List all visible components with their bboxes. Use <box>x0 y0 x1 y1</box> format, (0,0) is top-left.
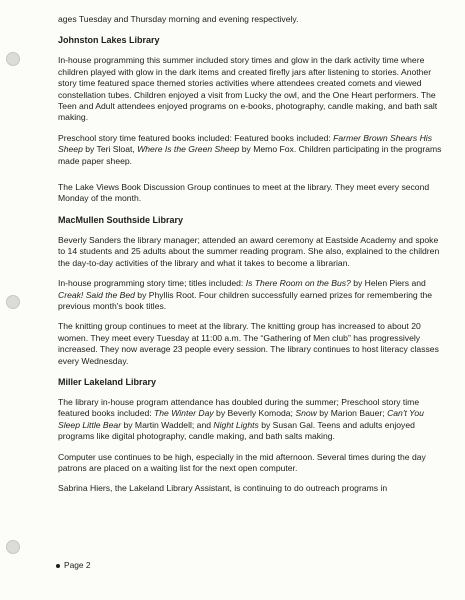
document-body <box>58 14 446 504</box>
heading-miller: Miller Lakeland Library <box>58 376 157 387</box>
bullet-icon <box>56 564 60 568</box>
heading-johnston: Johnston Lakes Library <box>58 35 160 46</box>
intro-text: ages Tuesday and Thursday morning and evening respectively. <box>58 14 299 24</box>
miller-paragraph-1: The library in-house program attendance has doubled during the summer; Preschool story time featured books included: The Winter Day by Beverly Komoda; Snow by Marion Bauer; Can't You Sleep Little Bear by Martin Waddell; and Night Lights by Susan Gal. Teens and adults enjoyed programs like digital photography, candle making, and bath salts making. <box>58 396 424 442</box>
macmullen-paragraph-2: In-house programming story time; titles included: Is There Room on the Bus? by Helen Piers and Creak! Said the Bed by Phyllis Root. Four children successfully earned prizes for remembering the previous month's book titles. <box>58 278 433 311</box>
binder-hole <box>6 540 20 554</box>
miller-paragraph-3: Sabrina Hiers, the Lakeland Library Assistant, is continuing to do outreach programs in <box>58 483 388 494</box>
book-title: The Winter Day <box>154 408 214 419</box>
binder-hole <box>6 52 20 66</box>
johnston-paragraph-2: Preschool story time featured books included: Featured books included: Farmer Brown Shears His Sheep by Teri Sloat, Where Is the Green Sheep by Memo Fox. Children participating in the programs made paper sheep. <box>58 132 442 166</box>
macmullen-paragraph-3: The knitting group continues to meet at the library. The knitting group has increased to about 20 women. They meet every Tuesday at 11:00 a.m. The “Gathering of Men club” has progressively increased. They now average 23 people every session. The library continues to host literacy classes every Wednesday. <box>58 321 439 366</box>
miller-paragraph-2: Computer use continues to be high, especially in the mid afternoon. Several times during the day patrons are placed on a waiting list for the next open computer. <box>58 451 426 473</box>
johnston-paragraph-3: The Lake Views Book Discussion Group continues to meet at the library. They meet every second Monday of the month. <box>58 182 430 204</box>
book-title: Snow <box>295 408 317 419</box>
book-title: Night Lights <box>213 419 259 430</box>
binder-hole <box>6 295 20 309</box>
page-number: Page 2 <box>64 560 91 570</box>
book-title: Creak! Said the Bed <box>58 289 135 300</box>
heading-macmullen: MacMullen Southside Library <box>58 214 184 225</box>
book-title: Can't You Sleep Little Bear <box>58 408 424 430</box>
macmullen-paragraph-1: Beverly Sanders the library manager; attended an award ceremony at Eastside Academy and spoke to 14 students and 25 adults about the summer reading program. She also, explained to the children the day-to-day activities of the library and what it takes to become a librarian. <box>58 234 440 268</box>
book-title: Where Is the Green Sheep <box>137 144 240 155</box>
book-title: Is There Room on the Bus? <box>245 278 351 289</box>
johnston-paragraph-1: In-house programming this summer included story times and glow in the dark activity time where children played with glow in the dark items and created firefly jars after listening to stories. Another story time featured space themed stories activities where attendees created comets and viewed constellation tubes. Children enjoyed a visit from Lucky the owl, and the One Heart performers. The Teen and Adult attendees enjoyed programs on e-books, photography, candle making, and bath salt making. <box>58 55 438 123</box>
book-title: Farmer Brown Shears His Sheep <box>58 132 433 155</box>
page-footer <box>56 560 91 570</box>
